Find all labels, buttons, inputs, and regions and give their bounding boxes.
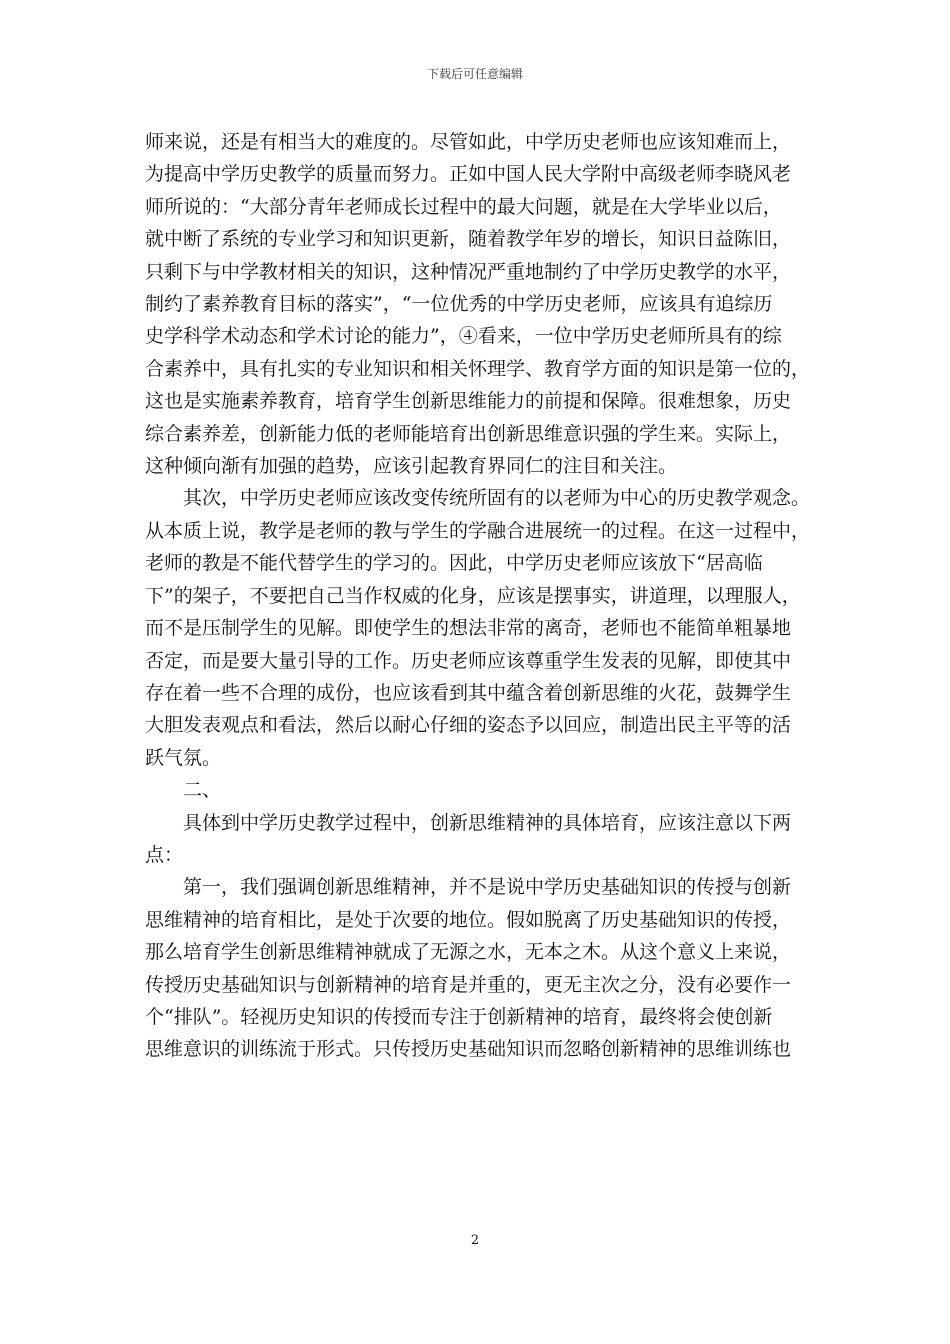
text-line: 这种倾向渐有加强的趋势，应该引起教育界同仁的注目和关注。	[145, 455, 678, 478]
text-line: 就中断了系统的专业学习和知识更新，随着教学年岁的增长，知识日益陈旧，	[145, 228, 792, 251]
paragraph-specifics	[145, 807, 815, 872]
section-heading	[145, 774, 815, 806]
text-line: 而不是压制学生的见解。即使学生的想法非常的离奇，老师也不能简单粗暴地	[145, 617, 792, 640]
paragraph-first-point	[145, 871, 815, 1065]
text-line: 思维精神的培育相比，是处于次要的地位。假如脱离了历史基础知识的传授，	[145, 908, 792, 931]
text-line: 只剩下与中学教材相关的知识，这种情况严重地制约了中学历史教学的水平，	[145, 260, 792, 283]
text-line: 合素养中，具有扎实的专业知识和相关怀理学、教育学方面的知识是第一位的，	[145, 357, 811, 380]
text-line: 从本质上说，教学是老师的教与学生的学融合进展统一的过程。在这一过程中，	[145, 519, 811, 542]
text-line: 大胆发表观点和看法，然后以耐心仔细的姿态予以回应，制造出民主平等的活	[145, 714, 792, 737]
page-header: 下载后可任意编辑	[426, 67, 523, 81]
text-line: 为提高中学历史教学的质量而努力。正如中国人民大学附中高级老师李晓风老	[145, 163, 792, 186]
text-line: 存在着一些不合理的成份，也应该看到其中蕴含着创新思维的火花，鼓舞学生	[145, 681, 792, 704]
paragraph-secondly	[145, 482, 815, 774]
text-line: 个“排队”。轻视历史知识的传授而专注于创新精神的培育，最终将会使创新	[145, 1005, 773, 1028]
paragraph-continuation	[145, 126, 815, 482]
text-line: 思维意识的训练流于形式。只传授历史基础知识而忽略创新精神的思维训练也	[145, 1038, 792, 1061]
page-number: 2	[470, 1233, 480, 1248]
text-line: 史学科学术动态和学术讨论的能力”，④看来，一位中学历史老师所具有的综	[145, 325, 782, 348]
text-line: 其次，中学历史老师应该改变传统所固有的以老师为中心的历史教学观念。	[183, 487, 811, 510]
text-line: 第一，我们强调创新思维精神，并不是说中学历史基础知识的传授与创新	[183, 876, 792, 899]
document-body	[145, 126, 815, 1066]
text-line: 点：	[145, 843, 184, 866]
text-line: 否定，而是要大量引导的工作。历史老师应该尊重学生发表的见解，即使其中	[145, 649, 792, 672]
text-line: 老师的教是不能代替学生的学习的。因此，中学历史老师应该放下“居高临	[145, 552, 763, 575]
text-line: 制约了素养教育目标的落实”，“一位优秀的中学历史老师，应该具有追综历	[145, 293, 773, 316]
text-line: 下”的架子，不要把自己当作权威的化身，应该是摆事实，讲道理，以理服人，	[145, 584, 801, 607]
text-line: 传授历史基础知识与创新精神的培育是并重的，更无主次之分，没有必要作一	[145, 973, 792, 996]
text-line: 跃气氛。	[145, 746, 222, 769]
section-number: 二、	[183, 779, 222, 802]
text-line: 师来说，还是有相当大的难度的。尽管如此，中学历史老师也应该知难而上，	[145, 131, 792, 153]
text-line: 具体到中学历史教学过程中，创新思维精神的具体培育，应该注意以下两	[183, 811, 792, 834]
text-line: 综合素养差，创新能力低的老师能培育出创新思维意识强的学生来。实际上，	[145, 422, 792, 445]
text-line: 师所说的：“大部分青年老师成长过程中的最大问题，就是在大学毕业以后，	[145, 195, 782, 218]
text-line: 这也是实施素养教育，培育学生创新思维能力的前提和保障。很难想象，历史	[145, 390, 792, 413]
text-line: 那么培育学生创新思维精神就成了无源之水，无本之木。从这个意义上来说，	[145, 941, 792, 964]
